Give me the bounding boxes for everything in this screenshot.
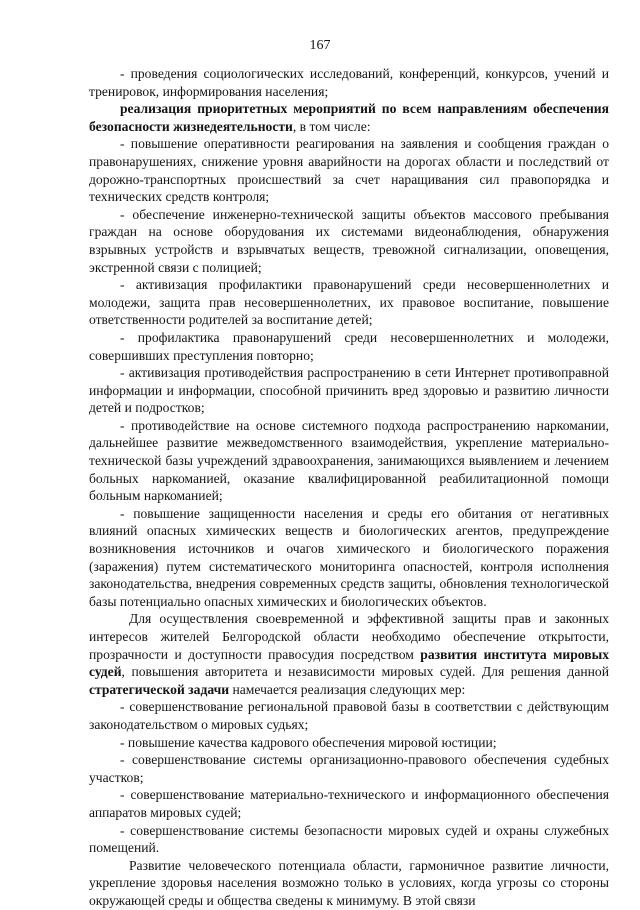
paragraph-2 — [89, 100, 609, 135]
paragraph-10-part-b: , повышения авторитета и независимости мировых судей. Для решения данной — [121, 664, 609, 680]
paragraph-10-part-c: намечается реализация следующих мер: — [229, 681, 466, 697]
bold-heading-priority-measures: реализация приоритетных мероприятий по всем направлениям обеспечения безопасности жизнедеятельности — [89, 101, 609, 134]
paragraph-4: - обеспечение инженерно-технической защиты объектов массового пребывания граждан на основе оборудования их системами видеонаблюдения, обнаружения взрывных устройств и взрывчатых веществ, тревожной сигнализации, оповещения, экстренной связи с полицией; — [89, 206, 609, 275]
paragraph-1: - проведения социологических исследований, конференций, конкурсов, учений и тренировок, информирования населения; — [89, 66, 609, 99]
paragraph-11: - совершенствование региональной правовой базы в соответствии с действующим законодательством о мировых судьях; — [89, 699, 609, 732]
paragraph-10 — [89, 610, 609, 698]
paragraph-8: - противодействие на основе системного подхода распространению наркомании, дальнейшее развитие межведомственного взаимодействия, укрепление материально-технической базы учреждений здравоохранения, занимающихся выявлением и лечением больных наркоманией, оказание квалифицированной реабилитационной помощи больным наркоманией; — [89, 417, 609, 504]
paragraph-15: - совершенствование системы безопасности мировых судей и охраны служебных помещений. — [89, 822, 609, 856]
page-number: 167 — [309, 38, 331, 53]
paragraph-12: - повышение качества кадрового обеспечения мировой юстиции; — [120, 734, 497, 750]
bold-phrase-magistrates-institute: развития института мировых судей — [89, 646, 609, 680]
paragraph-16: Развитие человеческого потенциала области, гармоничное развитие личности, укрепление здоровья населения возможно только в условиях, когда угрозы со стороны окружающей среды и общества сведены к минимуму. В этой связи — [89, 857, 609, 908]
paragraph-5: - активизация профилактики правонарушений среди несовершеннолетних и молодежи, защита прав несовершеннолетних, их правовое воспитание, повышение ответственности родителей за воспитание детей; — [89, 277, 609, 328]
paragraph-2-rest: , в том числе: — [292, 118, 371, 134]
paragraph-3: - повышение оперативности реагирования на заявления и сообщения граждан о правонарушениях, снижение уровня аварийности на дорогах области и последствий от дорожно-транспортных происшествий за счет наращивания сил правопорядка и технических средств контроля; — [89, 136, 609, 205]
paragraph-6: - профилактика правонарушений среди несовершеннолетних и молодежи, совершивших преступления повторно; — [89, 329, 609, 363]
document-body — [89, 65, 609, 910]
paragraph-10-part-a: Для осуществления своевременной и эффективной защиты прав и законных интересов жителей Белгородской области необходимо обеспечение открытости, прозрачности и доступности правосудия посредством — [89, 611, 609, 662]
bold-phrase-strategic-task: стратегической задачи — [89, 681, 230, 697]
paragraph-14: - совершенствование материально-технического и информационного обеспечения аппаратов мировых судей; — [89, 787, 609, 820]
paragraph-9: - повышение защищенности населения и среды его обитания от негативных влияний опасных химических веществ и биологических агентов, предупреждение возникновения источников и очагов химического и биологического поражения (заражения) путем систематического мониторинга опасностей, контроля исполнения законодательства, внедрения современных средств защиты, обновления технологической базы потенциально опасных химических и биологических объектов. — [89, 505, 609, 609]
paragraph-13: - совершенствование системы организационно-правового обеспечения судебных участков; — [89, 752, 609, 785]
paragraph-7: - активизация противодействия распространению в сети Интернет противоправной информации и информации, способной причинить вред здоровью и развитию личности детей и подростков; — [89, 365, 609, 416]
